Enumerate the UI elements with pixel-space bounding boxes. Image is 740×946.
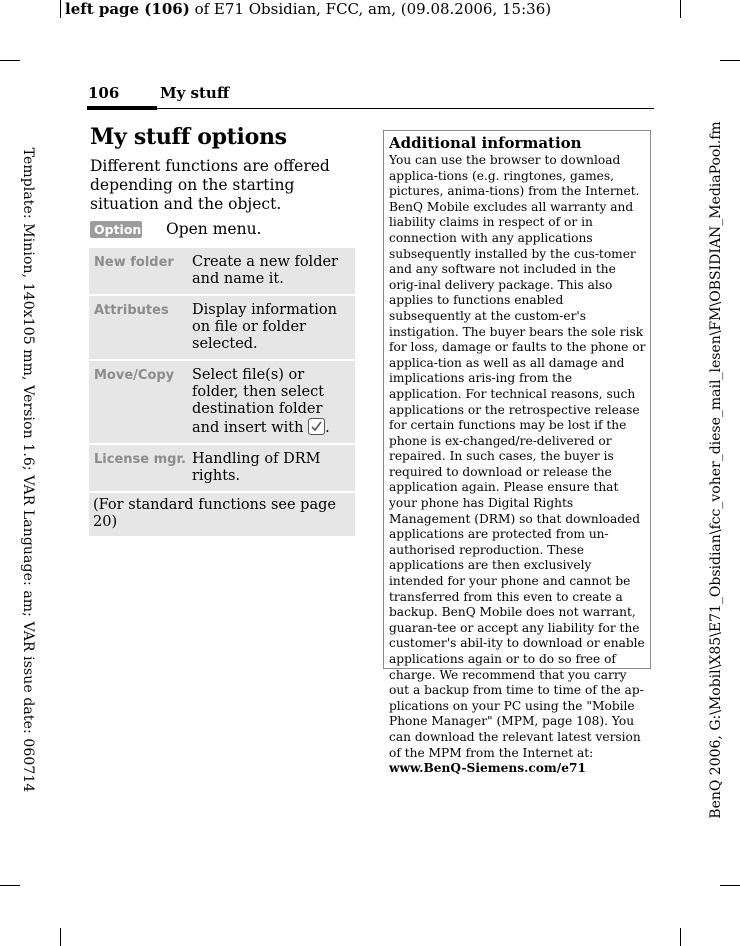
print-header-page: left page (106) bbox=[65, 0, 190, 18]
header-rule-accent bbox=[87, 106, 157, 110]
infobox-url[interactable]: www.BenQ-Siemens.com/e71 bbox=[389, 761, 586, 776]
option-value: Create a new folder and name it. bbox=[192, 254, 338, 287]
page-title: My stuff options bbox=[90, 124, 287, 150]
table-row bbox=[89, 445, 355, 491]
options-row bbox=[90, 220, 262, 238]
table-row bbox=[89, 361, 355, 443]
section-title: My stuff bbox=[160, 84, 230, 102]
option-key: License mgr. bbox=[94, 452, 186, 467]
header-rule bbox=[87, 108, 654, 109]
running-head bbox=[88, 84, 230, 102]
table-footer-note: (For standard functions see page 20) bbox=[89, 493, 355, 536]
table-row bbox=[89, 296, 355, 359]
crop-mark bbox=[720, 60, 740, 61]
option-value: Handling of DRM rights. bbox=[192, 451, 321, 484]
option-key: Attributes bbox=[94, 303, 169, 318]
print-header-info: of E71 Obsidian, FCC, am, (09.08.2006, 15:36) bbox=[189, 0, 552, 18]
print-header bbox=[65, 0, 551, 18]
table-row bbox=[89, 248, 355, 294]
options-table bbox=[89, 248, 355, 538]
options-softkey[interactable]: Options bbox=[90, 221, 142, 238]
option-value: Display information on file or folder selected. bbox=[192, 302, 337, 352]
option-value bbox=[189, 361, 355, 443]
additional-info-box bbox=[383, 130, 651, 776]
crop-mark bbox=[0, 60, 20, 61]
file-path: BenQ 2006, G:\Mobil\X85\E71_Obsidian\fcc_voher_diese_mail_lesen\FM\OBSIDIAN_MediaPool.fm bbox=[708, 121, 724, 819]
options-description: Open menu. bbox=[166, 220, 262, 238]
crop-mark bbox=[60, 928, 61, 946]
option-key: Move/Copy bbox=[94, 368, 175, 383]
template-info: Template: Minion, 140x105 mm, Version 1.6; VAR Language: am; VAR issue date: 060714 bbox=[20, 147, 36, 793]
option-value-text: Select file(s) or folder, then select destination folder and insert with bbox=[192, 367, 325, 436]
crop-mark bbox=[720, 885, 740, 886]
crop-mark bbox=[680, 0, 681, 18]
infobox-paragraph: You can use the browser to download applica-tions (e.g. ringtones, games, pictures, anima-tions) from the Internet. bbox=[389, 153, 640, 199]
infobox-title: Additional information bbox=[389, 134, 582, 152]
crop-mark bbox=[60, 0, 61, 18]
crop-mark bbox=[0, 885, 20, 886]
checkmark-icon bbox=[308, 418, 325, 435]
intro-text: Different functions are offered depending on the starting situation and the object. bbox=[90, 157, 330, 213]
option-key: New folder bbox=[94, 255, 174, 270]
page-number: 106 bbox=[88, 84, 120, 102]
option-value-suffix: . bbox=[325, 420, 330, 436]
infobox-paragraph: BenQ Mobile excludes all warranty and liability claims in respect of or in connection with any applications subsequently installed by the cus-tomer and any software not included in the orig-inal delivery package. This also applies to functions enabled subsequently at the custom-er's instigation. The buyer bears the sole risk for loss, damage or faults to the phone or applica-tion as well as all damage and implications aris-ing from the application. For technical reasons, such applications or the retrospective release for certain functions may be lost if the phone is ex-changed/re-delivered or repaired. In such cases, the buyer is required to download or release the application again. Please ensure that your phone has Digital Rights Management (DRM) so that downloaded applications are protected from un-authorised reproduction. These applications are then exclusively intended for your phone and cannot be transferred from this even to create a backup. BenQ Mobile does not warrant, guaran-tee or accept any liability for the customer's abil-ity to download or enable applications again or to do so free of charge. We recommend that you carry out a backup from time to time of the ap-plications on your PC using the "Mobile Phone Manager" (MPM, page 108). You can download the relevant latest version of the MPM from the Internet at: bbox=[389, 199, 646, 760]
crop-mark bbox=[680, 928, 681, 946]
